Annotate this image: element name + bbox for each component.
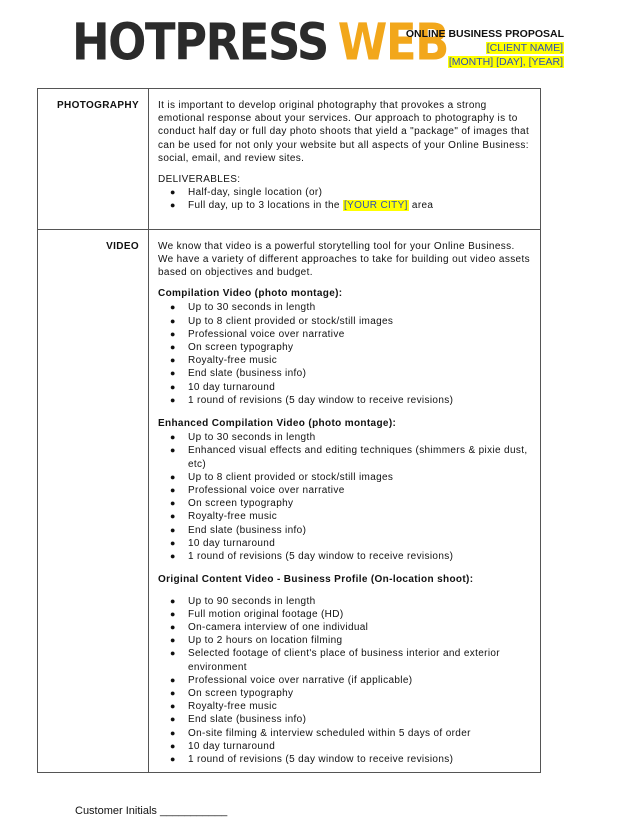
photography-content	[149, 89, 541, 230]
list-item: ● Professional voice over narrative	[158, 484, 532, 497]
logo-text-web: WEB	[337, 12, 448, 72]
list-item: ● On screen typography	[158, 497, 532, 510]
list-item	[158, 199, 532, 212]
list-item: ● Up to 30 seconds in length	[158, 431, 532, 444]
list-item: ● End slate (business info)	[158, 367, 532, 380]
list-item: ● Professional voice over narrative (if applicable)	[158, 674, 532, 687]
list-item	[158, 186, 532, 199]
proposal-header	[406, 27, 564, 69]
list-item: ● 1 round of revisions (5 day window to receive revisions)	[158, 753, 532, 766]
list-item: ● Up to 30 seconds in length	[158, 301, 532, 314]
proposal-table	[37, 88, 541, 773]
list-item-text: Half-day, single location (or)	[188, 187, 323, 199]
hotpress-web-logo	[72, 12, 448, 72]
list-item: ● Up to 8 client provided or stock/still images	[158, 315, 532, 328]
video-section-list	[158, 301, 532, 407]
video-row	[38, 229, 541, 773]
list-item: ● Royalty-free music	[158, 510, 532, 523]
list-item: ● On screen typography	[158, 341, 532, 354]
list-item-text: Full day, up to 3 locations in the	[188, 200, 343, 212]
deliverables-list	[158, 186, 532, 212]
logo-text-hotpress: HOTPRESS	[72, 12, 328, 72]
date-placeholder: [MONTH] [DAY], [YEAR]	[448, 56, 563, 68]
photography-label: PHOTOGRAPHY	[38, 89, 149, 230]
list-item: ● On screen typography	[158, 687, 532, 700]
video-section-title: Original Content Video - Business Profile (On-location shoot):	[158, 574, 474, 586]
video-section-list	[158, 595, 532, 767]
list-item: ● On-site filming & interview scheduled within 5 days of order	[158, 727, 532, 740]
deliverables-heading: DELIVERABLES:	[158, 174, 241, 186]
list-item: ● Selected footage of client's place of business interior and exterior environment	[158, 647, 532, 673]
list-item: ● Up to 8 client provided or stock/still images	[158, 471, 532, 484]
list-item: ● Enhanced visual effects and editing techniques (shimmers & pixie dust, etc)	[158, 444, 532, 470]
list-item: ● 1 round of revisions (5 day window to receive revisions)	[158, 550, 532, 563]
customer-initials: Customer Initials ___________	[75, 805, 228, 817]
video-section-title: Compilation Video (photo montage):	[158, 288, 343, 300]
list-item: ● 10 day turnaround	[158, 740, 532, 753]
video-content	[149, 229, 541, 773]
photography-description: It is important to develop original photography that provokes a strong emotional response about your services. Our approach to photography is to conduct half day or full day photo shoots that yield a "package" of images that can be used for not only your website but all aspects of your Online Business: social, email, and review sites.	[158, 100, 530, 164]
city-placeholder: [YOUR CITY]	[343, 200, 408, 212]
video-label: VIDEO	[38, 229, 149, 773]
list-item: ● 1 round of revisions (5 day window to receive revisions)	[158, 394, 532, 407]
list-item: ● Royalty-free music	[158, 354, 532, 367]
list-item: ● Up to 2 hours on location filming	[158, 634, 532, 647]
client-name-placeholder: [CLIENT NAME]	[486, 42, 563, 54]
list-item-text: area	[408, 200, 434, 212]
list-item: ● End slate (business info)	[158, 713, 532, 726]
proposal-title: ONLINE BUSINESS PROPOSAL	[405, 28, 564, 40]
photography-row	[38, 89, 541, 230]
list-item: ● On-camera interview of one individual	[158, 621, 532, 634]
list-item: ● 10 day turnaround	[158, 537, 532, 550]
video-section-title: Enhanced Compilation Video (photo montage):	[158, 418, 397, 430]
list-item: ● End slate (business info)	[158, 524, 532, 537]
video-description: We know that video is a powerful storytelling tool for your Online Business. We have a variety of different approaches to take for building out video assets based on objectives and budget.	[158, 240, 530, 279]
list-item: ● Up to 90 seconds in length	[158, 595, 532, 608]
list-item: ● Full motion original footage (HD)	[158, 608, 532, 621]
video-sections	[158, 287, 532, 766]
list-item: ● 10 day turnaround	[158, 381, 532, 394]
video-section-list	[158, 431, 532, 563]
list-item: ● Royalty-free music	[158, 700, 532, 713]
list-item: ● Professional voice over narrative	[158, 328, 532, 341]
